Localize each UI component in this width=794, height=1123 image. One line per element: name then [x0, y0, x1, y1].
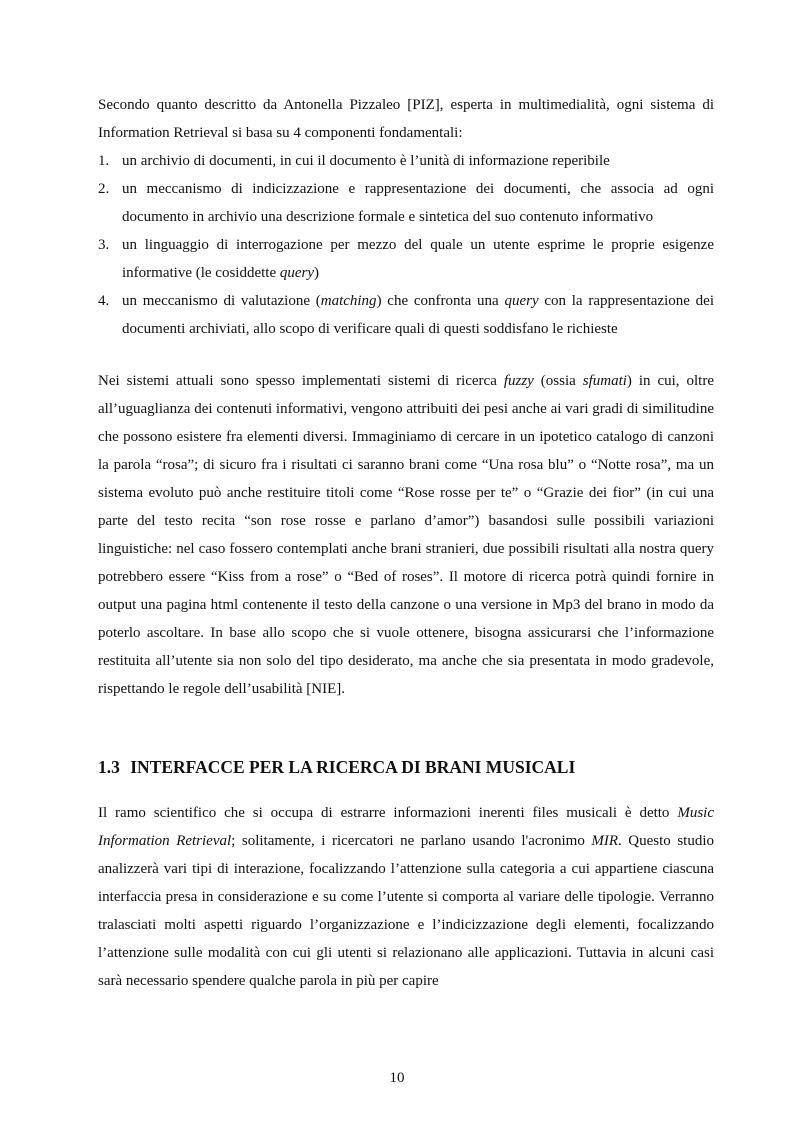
intro-paragraph: Secondo quanto descritto da Antonella Pizzaleo [PIZ], esperta in multimedialità, ogni sistema di Information Retrieval si basa su 4 componenti fondamentali:	[98, 97, 714, 141]
emphasis-mir: MIR	[591, 833, 619, 849]
section-heading	[98, 753, 714, 781]
emphasis-query: query	[504, 293, 539, 309]
list-item	[98, 175, 714, 231]
emphasis-matching: matching	[320, 293, 377, 309]
emphasis-query: query	[279, 265, 315, 281]
page-number: 10	[389, 1070, 405, 1086]
list-item	[98, 231, 714, 287]
list-number: 1.	[98, 153, 110, 169]
section-title: INTERFACCE PER LA RICERCA DI BRANI MUSICALI	[130, 757, 576, 777]
list-item	[98, 287, 714, 343]
emphasis-fuzzy: fuzzy	[503, 373, 534, 389]
components-list	[98, 147, 714, 343]
mir-paragraph: Il ramo scientifico che si occupa di estrarre informazioni inerenti files musicali è detto Music Information Retrieval; solitamente, i ricercatori ne parlano usando l'acronimo MIR. Questo studio analizzerà vari tipi di interazione, focalizzando l’attenzione sulla categoria a cui appartiene ciascuna interfaccia presa in considerazione e su come l’utente si comporta al variare delle tipologie. Verranno tralasciati molti aspetti riguardo l’organizzazione e l’indicizzazione degli elementi, focalizzando l’attenzione sulle modalità con cui gli utenti si relazionano alle applicazioni. Tuttavia in alcuni casi sarà necessario spendere qualche parola in più per capire	[98, 805, 714, 989]
emphasis-mir-full: Music Information Retrieval	[98, 805, 714, 849]
list-item-text: un linguaggio di interrogazione per mezzo del quale un utente esprime le proprie esigenze informative (le cosiddette query)	[122, 237, 714, 281]
emphasis-sfumati: sfumati	[582, 373, 627, 389]
section-number: 1.3	[98, 757, 120, 777]
intro-section	[98, 91, 714, 343]
list-number: 3.	[98, 237, 110, 253]
list-item-text: un archivio di documenti, in cui il documento è l’unità di informazione reperibile	[122, 153, 610, 169]
list-number: 2.	[98, 181, 110, 197]
list-number: 4.	[98, 293, 110, 309]
list-item-text: un meccanismo di indicizzazione e rappresentazione dei documenti, che associa ad ogni documento in archivio una descrizione formale e sintetica del suo contenuto informativo	[122, 181, 714, 225]
list-item	[98, 147, 714, 175]
list-item-text: un meccanismo di valutazione (matching) che confronta una query con la rappresentazione dei documenti archiviati, allo scopo di verificare quali di questi soddisfano le richieste	[122, 293, 714, 337]
fuzzy-search-paragraph: Nei sistemi attuali sono spesso implementati sistemi di ricerca fuzzy (ossia sfumati) in cui, oltre all’uguaglianza dei contenuti informativi, vengono attribuiti dei pesi anche ai vari gradi di similitudine che possono esistere fra elementi diversi. Immaginiamo di cercare in un ipotetico catalogo di canzoni la parola “rosa”; di sicuro fra i risultati ci saranno brani come “Una rosa blu” o “Notte rosa”, ma un sistema evoluto può anche restituire titoli come “Rose rosse per te” o “Grazie dei fior” (in cui una parte del testo recita “son rose rosse e parlano d’amor”) basandosi sulle possibili variazioni linguistiche: nel caso fossero contemplati anche brani stranieri, due possibili risultati alla nostra query potrebbero essere “Kiss from a rose” o “Bed of roses”. Il motore di ricerca potrà quindi fornire in output una pagina html contenente il testo della canzone o una versione in Mp3 del brano in modo da poterlo ascoltare. In base allo scopo che si vuole ottenere, bisogna assicurarsi che l’informazione restituita all’utente sia non solo del tipo desiderato, ma anche che sia presentata in modo gradevole, rispettando le regole dell’usabilità [NIE].	[98, 373, 715, 697]
